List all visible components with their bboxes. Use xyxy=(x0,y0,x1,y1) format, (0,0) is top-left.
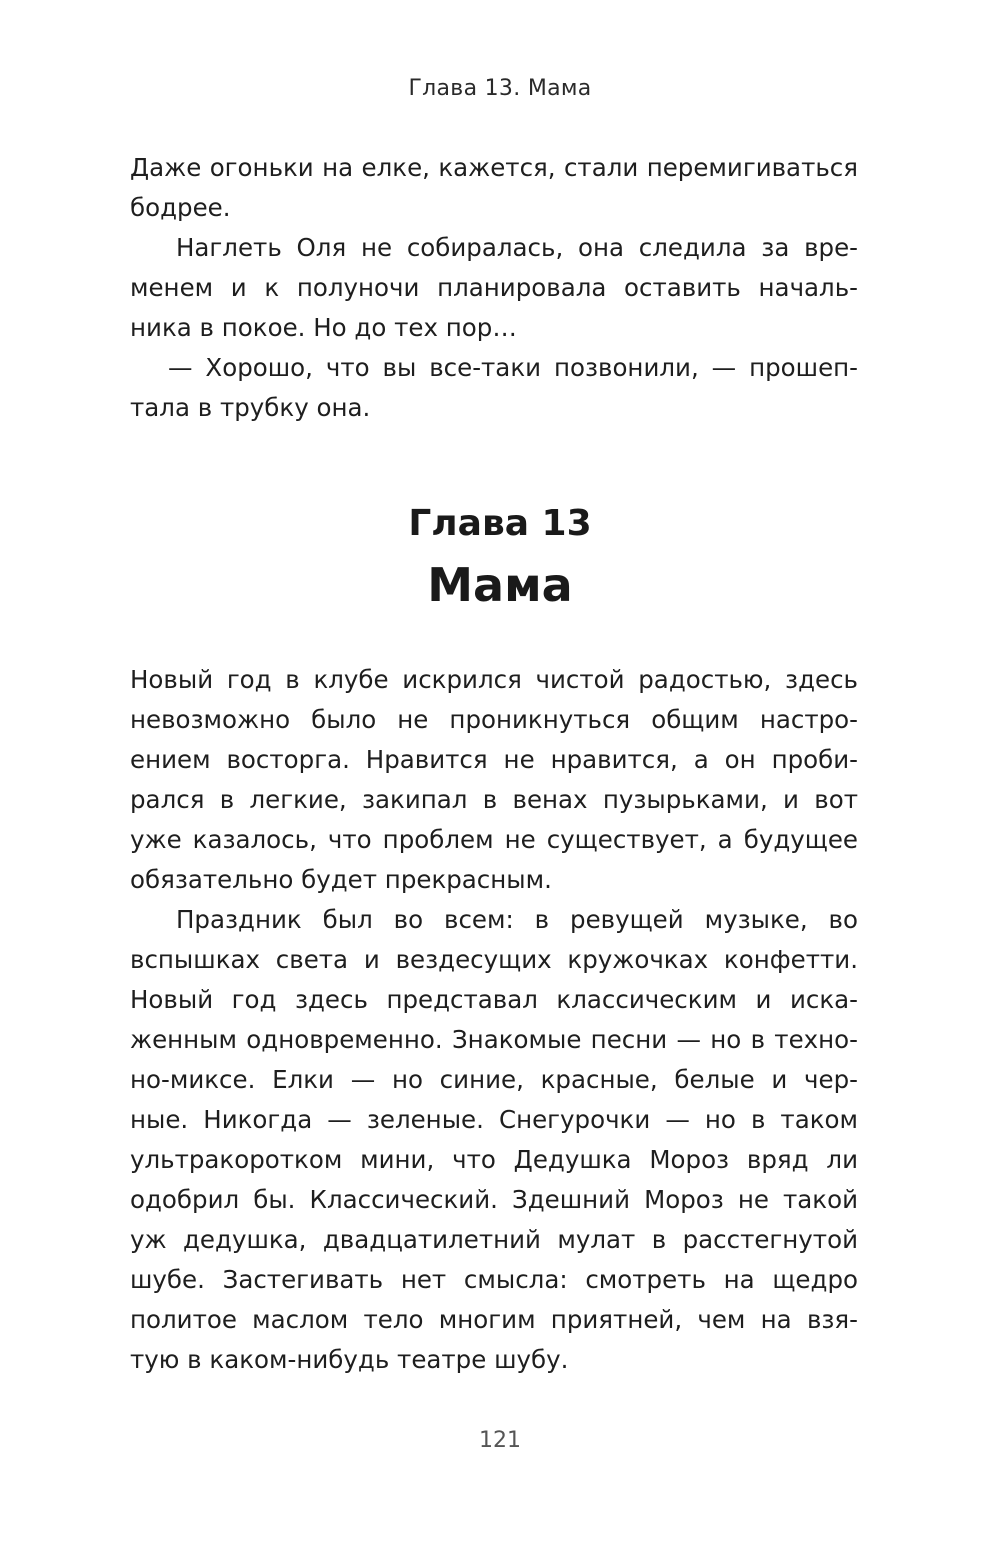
text-line: невозможно было не проникнуться общим настро- xyxy=(130,705,858,734)
text-line: тала в трубку она. xyxy=(130,393,371,422)
text-line: женным одновременно. Знакомые песни — но в техно- xyxy=(130,1025,858,1054)
text-line: шубе. Застегивать нет смысла: смотреть на щедро xyxy=(130,1265,858,1294)
text-line: менем и к полуночи планировала оставить началь- xyxy=(130,273,858,302)
page-number: 121 xyxy=(479,1428,521,1453)
running-head: Глава 13. Мама xyxy=(408,76,592,101)
text-line: Новый год в клубе искрился чистой радостью, здесь xyxy=(130,665,858,694)
text-line: бодрее. xyxy=(130,193,231,222)
chapter-body xyxy=(130,660,858,1380)
text-line: тую в каком-нибудь театре шубу. xyxy=(130,1345,569,1374)
text-line: ные. Никогда — зеленые. Снегурочки — но в таком xyxy=(130,1105,858,1134)
chapter-heading xyxy=(0,498,1000,620)
text-line: — Хорошо, что вы все-таки позвонили, — прошеп- xyxy=(168,353,858,382)
text-line: уж дедушка, двадцатилетний мулат в расстегнутой xyxy=(130,1225,858,1254)
passage-before-chapter xyxy=(130,148,858,428)
text-line: Праздник был во всем: в ревущей музыке, во xyxy=(176,905,858,934)
text-line: вспышках света и вездесущих кружочках конфетти. xyxy=(130,945,858,974)
text-line: ника в покое. Но до тех пор… xyxy=(130,313,517,342)
text-line: Наглеть Оля не собиралась, она следила за вре- xyxy=(176,233,858,262)
text-line: ультракоротком мини, что Дедушка Мороз вряд ли xyxy=(130,1145,858,1174)
chapter-title: Мама xyxy=(427,558,573,612)
text-line: рался в легкие, закипал в венах пузырьками, и вот xyxy=(130,785,858,814)
text-line: уже казалось, что проблем не существует, а будущее xyxy=(130,825,858,854)
chapter-number: Глава 13 xyxy=(408,503,592,544)
text-line: но-миксе. Елки — но синие, красные, белые и чер- xyxy=(130,1065,858,1094)
text-line: Даже огоньки на елке, кажется, стали перемигиваться xyxy=(130,153,858,182)
text-line: Новый год здесь представал классическим и иска- xyxy=(130,985,858,1014)
text-line: одобрил бы. Классический. Здешний Мороз не такой xyxy=(130,1185,858,1214)
text-line: обязательно будет прекрасным. xyxy=(130,865,552,894)
text-line: политое маслом тело многим приятней, чем на взя- xyxy=(130,1305,858,1334)
text-line: ением восторга. Нравится не нравится, а он проби- xyxy=(130,745,858,774)
